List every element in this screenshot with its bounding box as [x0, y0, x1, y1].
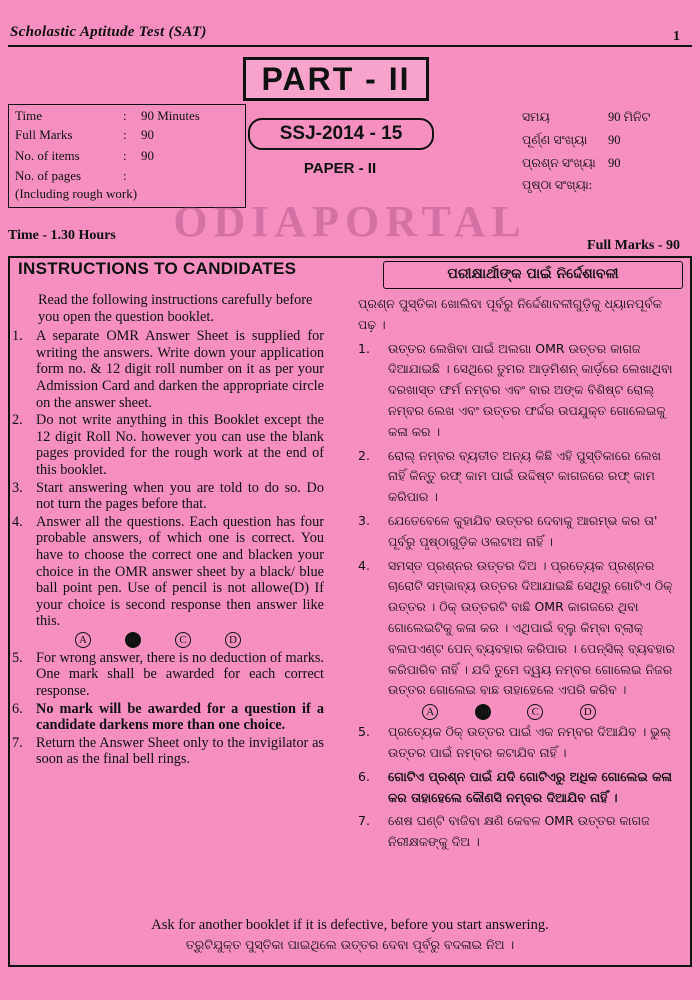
item-text: No mark will be awarded for a question if a candidate darkens more than one choice. — [36, 700, 324, 734]
info-label: Time — [15, 108, 42, 123]
info-label: No. of pages — [15, 168, 82, 183]
item-number: 5. — [358, 724, 370, 740]
time-line: Time - 1.30 Hours — [8, 228, 116, 243]
item-number: 4. — [358, 557, 370, 573]
instruction-item-7-odia — [358, 811, 678, 853]
info-colon: : — [123, 108, 127, 123]
bubble-option-a: A — [422, 704, 438, 720]
item-text: ପ୍ରତ୍ୟେକ ଠିକ୍ ଉତ୍ତର ପାଇଁ ଏକ ନମ୍ବର ଦିଆଯିବ । ଭୁଲ୍ ଉତ୍ତର ପାଇଁ ନମ୍ବର କଟାଯିବ ନାହିଁ । — [388, 724, 671, 760]
instruction-item-5 — [12, 650, 324, 700]
exam-info-odia — [522, 110, 692, 200]
item-text: ଶେଷ ଘଣ୍ଟି ବାଜିବା କ୍ଷଣି କେବଳ OMR ଉତ୍ତର କାଗଜ ନିରୀକ୍ଷକଙ୍କୁ ଦିଅ । — [388, 813, 650, 850]
instruction-item-2 — [12, 412, 324, 478]
header-title: Scholastic Aptitude Test (SAT) — [10, 24, 207, 40]
item-text: ସମସ୍ତ ପ୍ରଶ୍ନର ଉତ୍ତର ଦିଅ । ପ୍ରତ୍ୟେକ ପ୍ରଶ୍ନର ଚାରୋଟି ସମ୍ଭାବ୍ୟ ଉତ୍ତର ଦିଆଯାଇଛି ସେଥିରୁ ଗୋଟିଏ ଠିକ୍ ଉତ୍ତର । ଠିକ୍ ଉତ୍ତରଟି ବାଛି OMR କାଗଜରେ ଥିବା ଗୋଲେଇଟିକୁ କଳା କର । ଏଥିପାଇଁ ବ୍ଲୁ କିମ୍ବା ବ୍ଲାକ୍ ବଲପଏଣ୍ଟ ପେନ୍ ବ୍ୟବହାର କରିପାର । ପେନ୍ସିଲ୍ ବ୍ୟବହାର କରିପାରିବ ନାହିଁ । ଯଦି ତୁମେ ଦ୍ୱୟ ନମ୍ବର ଗୋଲେଇ ନିଜର ଉତ୍ତର ଗୋଲେଇ ବାଛ ତାହାହେଲେ ଏପରି କରିବ । — [388, 557, 675, 698]
info-label: ପୃଷ୍ଠା ସଂଖ୍ୟା: — [522, 178, 593, 192]
item-number: 1. — [358, 340, 370, 356]
item-text: A separate OMR Answer Sheet is supplied for writing the answers. Write down your application form no. & 12 digit roll number on it as per your Admission Card and darken the appropriate circle on the answer sheet. — [36, 328, 324, 411]
footer-note-english: Ask for another booklet if it is defective, before you start answering. — [151, 917, 549, 933]
info-colon: : — [123, 148, 127, 163]
instruction-item-4 — [12, 514, 324, 630]
bubble-option-b-filled — [475, 704, 491, 720]
instruction-item-4-odia — [358, 556, 678, 702]
item-number: 7. — [12, 734, 23, 751]
item-text: ଗୋଟିଏ ପ୍ରଶ୍ନ ପାଇଁ ଯଦି ଗୋଟିଏରୁ ଅଧିକ ଗୋଲେଇ କଳା କର ତାହାହେଲେ କୌଣସି ନମ୍ବର ଦିଆଯିବ ନାହିଁ । — [388, 768, 672, 805]
item-text: For wrong answer, there is no deduction of marks. One mark shall be awarded for each correct response. — [36, 649, 324, 700]
item-number: 1. — [12, 328, 23, 345]
info-value: 90 Minutes — [141, 108, 200, 123]
item-number: 2. — [12, 412, 23, 429]
exam-code: SSJ-2014 - 15 — [248, 118, 434, 150]
paper-label: PAPER - II — [303, 160, 377, 177]
instructions-intro-odia: ପ୍ରଶ୍ନ ପୁସ୍ତିକା ଖୋଲିବା ପୂର୍ବରୁ ନିର୍ଦ୍ଦେଶାବଳୀଗୁଡ଼ିକୁ ଧ୍ୟାନପୂର୍ବକ ପଢ଼ । — [358, 296, 663, 332]
instructions-title-english: INSTRUCTIONS TO CANDIDATES — [18, 259, 297, 278]
instruction-item-1-odia — [358, 339, 678, 443]
item-text: Answer all the questions. Each question has four probable answers, of which one is correct. You have to choose the correct one and blacken your choice in the OMR answer sheet by a black/ blue ball point pen. Use of pencil is not allowe(D) If your choice is second response then answer like this. — [36, 513, 324, 630]
bubble-option-a: A — [75, 632, 91, 648]
instructions-odia-column — [358, 294, 678, 856]
item-number: 2. — [358, 447, 370, 463]
instruction-item-6-odia — [358, 767, 678, 809]
item-number: 5. — [12, 649, 23, 666]
item-number: 3. — [12, 479, 23, 496]
bubble-option-c: C — [175, 632, 191, 648]
part-label: PART - II — [243, 57, 429, 101]
watermark: ODIAPORTAL — [173, 197, 527, 246]
info-label: ପ୍ରଶ୍ନ ସଂଖ୍ୟା — [522, 156, 596, 170]
instructions-english-column — [12, 292, 324, 769]
item-number: 4. — [12, 513, 23, 530]
info-label: No. of items — [15, 148, 80, 163]
info-value: 90 — [608, 156, 621, 170]
item-number: 3. — [358, 512, 370, 528]
instructions-intro-english: Read the following instructions carefully before you open the question booklet. — [38, 292, 313, 325]
item-number: 6. — [358, 768, 370, 784]
item-number: 6. — [12, 700, 23, 717]
bubble-option-d: D — [580, 704, 596, 720]
page-number: 1 — [673, 29, 680, 44]
item-text: Do not write anything in this Booklet except the 12 digit Roll No. however you can use the blank pages provided for the rough work at the end of this booklet. — [36, 412, 324, 478]
info-label: ପୂର୍ଣ୍ଣ ସଂଖ୍ୟା — [522, 133, 588, 147]
instruction-item-3 — [12, 480, 324, 513]
item-number: 7. — [358, 813, 370, 829]
info-colon: : — [123, 168, 127, 183]
footer-note-odia: ତ୍ରୁଟିଯୁକ୍ତ ପୁସ୍ତିକା ପାଇଥିଲେ ଉତ୍ତର ଦେବା ପୂର୍ବରୁ ବଦଳାଇ ନିଅ । — [185, 937, 515, 952]
item-text: ଉତ୍ତର ଲେଖିବା ପାଇଁ ଅଲଗା OMR ଉତ୍ତର କାଗଜ ଦିଆଯାଇଛି । ସେଥିରେ ତୁମର ଆଡ଼ମିଶନ୍ କାର୍ଡ଼ରେ ଲେଖାଥିବା ଦରଖାସ୍ତ ଫର୍ମ ନମ୍ବର ଏବଂ ବାର ଅଙ୍କ ବିଶିଷ୍ଟ ରୋଲ୍ ନମ୍ବର ଲେଖ ଏବଂ ଉତ୍ତର ଫର୍ଦ୍ଦର ଉପଯୁକ୍ତ ଗୋଲେଇକୁ କଳା କର । — [388, 340, 673, 439]
bubble-option-d: D — [225, 632, 241, 648]
instructions-title-odia: ପରୀକ୍ଷାର୍ଥୀଙ୍କ ପାଇଁ ନିର୍ଦ୍ଦେଶାବଳୀ — [383, 261, 683, 289]
item-text: ରୋଲ୍ ନମ୍ବର ବ୍ୟତୀତ ଅନ୍ୟ କିଛି ଏହି ପୁସ୍ତିକାରେ ଲେଖ ନାହିଁ କିନ୍ତୁ ରଫ୍ କାମ ପାଇଁ ଉଦ୍ଦିଷ୍ଟ କାଗଜରେ ରଫ୍ କାମ କରିପାର । — [388, 447, 661, 505]
instruction-item-5-odia — [358, 722, 678, 764]
info-label: ସମୟ — [522, 110, 550, 124]
info-value: 90 ମିନିଟ — [608, 110, 651, 124]
instruction-item-6 — [12, 701, 324, 734]
answer-bubble-example — [58, 632, 258, 648]
exam-info-english: Time : 90 Minutes Full Marks : 90 No. of items : 90 No. of pages : (Including rough work) — [8, 104, 246, 208]
item-text: Return the Answer Sheet only to the invigilator as soon as the final bell rings. — [36, 734, 324, 768]
info-value: 90 — [141, 148, 154, 163]
bubble-option-c: C — [527, 704, 543, 720]
bubble-option-b-filled — [125, 632, 141, 648]
info-colon: : — [123, 127, 127, 142]
instruction-item-1 — [12, 328, 324, 411]
answer-bubble-example-odia — [404, 704, 614, 720]
item-text: Start answering when you are told to do so. Do not turn the pages before that. — [36, 479, 324, 513]
info-value: 90 — [141, 127, 154, 142]
info-label: Full Marks — [15, 127, 73, 142]
instruction-item-2-odia — [358, 446, 678, 508]
full-marks-line: Full Marks - 90 — [587, 238, 680, 253]
instruction-item-7 — [12, 735, 324, 768]
instruction-item-3-odia — [358, 511, 678, 553]
info-value: 90 — [608, 133, 621, 147]
header-divider — [8, 45, 692, 47]
item-text: ଯେତେବେଳେ କୁହାଯିବ ଉତ୍ତର ଦେବାକୁ ଆରମ୍ଭ କର ତା' ପୂର୍ବରୁ ପୃଷ୍ଠାଗୁଡ଼ିକ ଓଲଟାଅ ନାହିଁ । — [388, 512, 658, 549]
